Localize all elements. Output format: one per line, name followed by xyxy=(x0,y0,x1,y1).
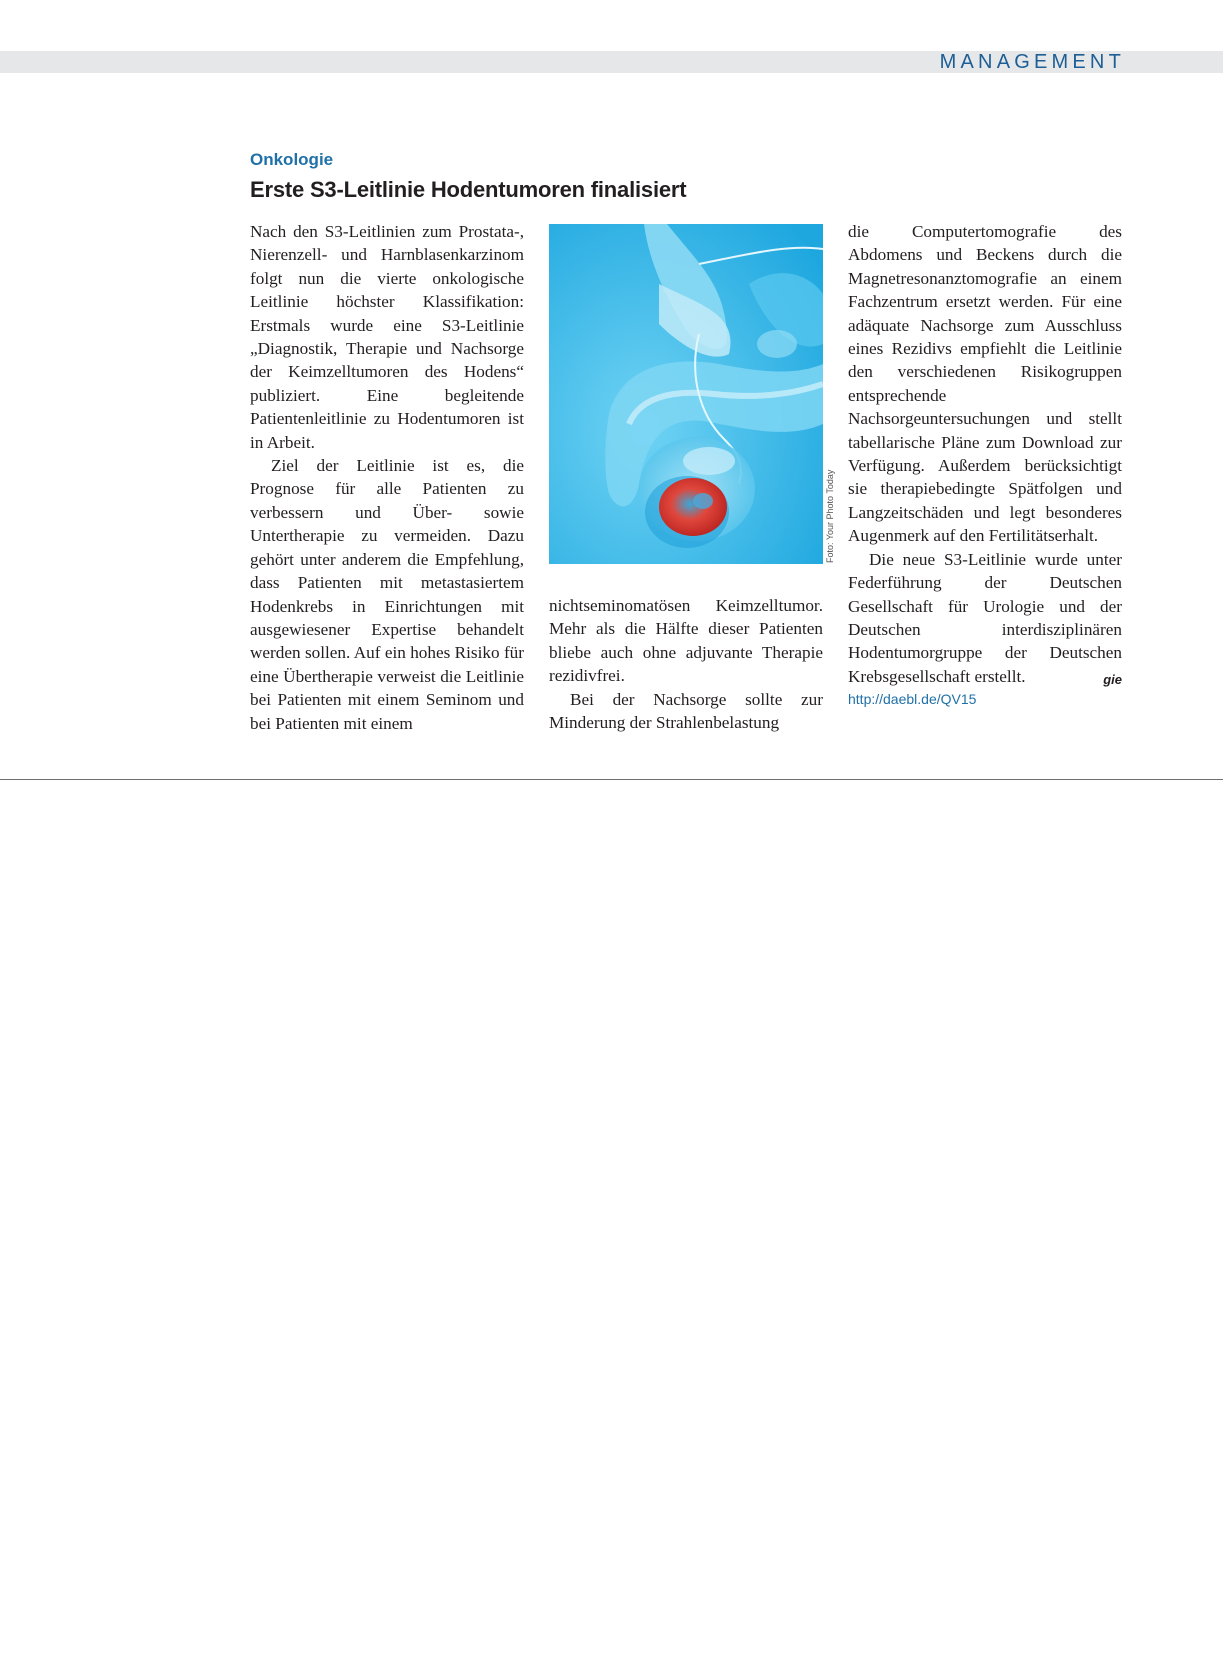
divider-line xyxy=(0,779,1223,780)
paragraph-text: Die neue S3-Leitlinie wurde unter Federführung der Deutschen Gesellschaft für Urologie und der Deutschen interdisziplinären Hodentumorgruppe der Deutschen Krebsgesellschaft erstellt. xyxy=(848,549,1122,686)
author-initials: gie xyxy=(1103,671,1122,687)
anatomy-illustration xyxy=(549,224,823,564)
section-label: MANAGEMENT xyxy=(939,51,1125,73)
article-kicker: Onkologie xyxy=(250,150,334,169)
article-column-2 xyxy=(549,594,823,734)
paragraph: die Computertomografie des Abdomens und Beckens durch die Magnetresonanztomografie an einem Fachzentrum ersetzt werden. Für eine adäquate Nachsorge zum Ausschluss eines Rezidivs empfiehlt die Leitlinie den verschiedenen Risikogruppen entsprechende Nachsorgeuntersuchungen und stellt tabellarische Pläne zum Download zur Verfügung. Außerdem berücksichtigt sie therapiebedingte Spätfolgen und Langzeitschäden und legt besonderes Augenmerk auf den Fertilitätserhalt. xyxy=(848,222,1122,546)
paragraph xyxy=(848,548,1122,688)
article-title: Erste S3-Leitlinie Hodentumoren finalisiert xyxy=(250,177,687,202)
paragraph: Bei der Nachsorge sollte zur Minderung der Strahlenbelastung xyxy=(549,689,823,733)
article-column-3 xyxy=(848,220,1122,710)
paragraph: Ziel der Leitlinie ist es, die Prognose für alle Patienten zu verbessern und Über- sowie Untertherapie zu vermeiden. Dazu gehört unter anderem die Empfehlung, dass Patienten mit metastasiertem Hodenkrebs in Einrichtungen mit ausgewiesener Expertise behandelt werden sollen. Auf ein hohes Risiko für eine Übertherapie verweist die Leitlinie bei Patienten mit einem Seminom und bei Patienten mit einem xyxy=(250,456,524,733)
tumor-mark xyxy=(659,478,727,536)
paragraph: nichtseminomatösen Keimzelltumor. Mehr als die Hälfte dieser Patienten bliebe auch ohne adjuvante Therapie rezidivfrei. xyxy=(549,596,823,686)
article-link[interactable]: http://daebl.de/QV15 xyxy=(848,691,977,708)
article-column-1 xyxy=(250,220,524,735)
photo-credit: Foto: Your Photo Today xyxy=(825,469,835,563)
paragraph: Nach den S3-Leitlinien zum Prostata-, Nierenzell- und Harnblasenkarzinom folgt nun die vierte onkologische Leitlinie höchster Klassifikation: Erstmals wurde eine S3-Leitlinie „Diagnostik, Therapie und Nachsorge der Keimzelltumoren des Hodens“ publiziert. Eine begleitende Patientenleitlinie zu Hodentumoren ist in Arbeit. xyxy=(250,222,524,452)
